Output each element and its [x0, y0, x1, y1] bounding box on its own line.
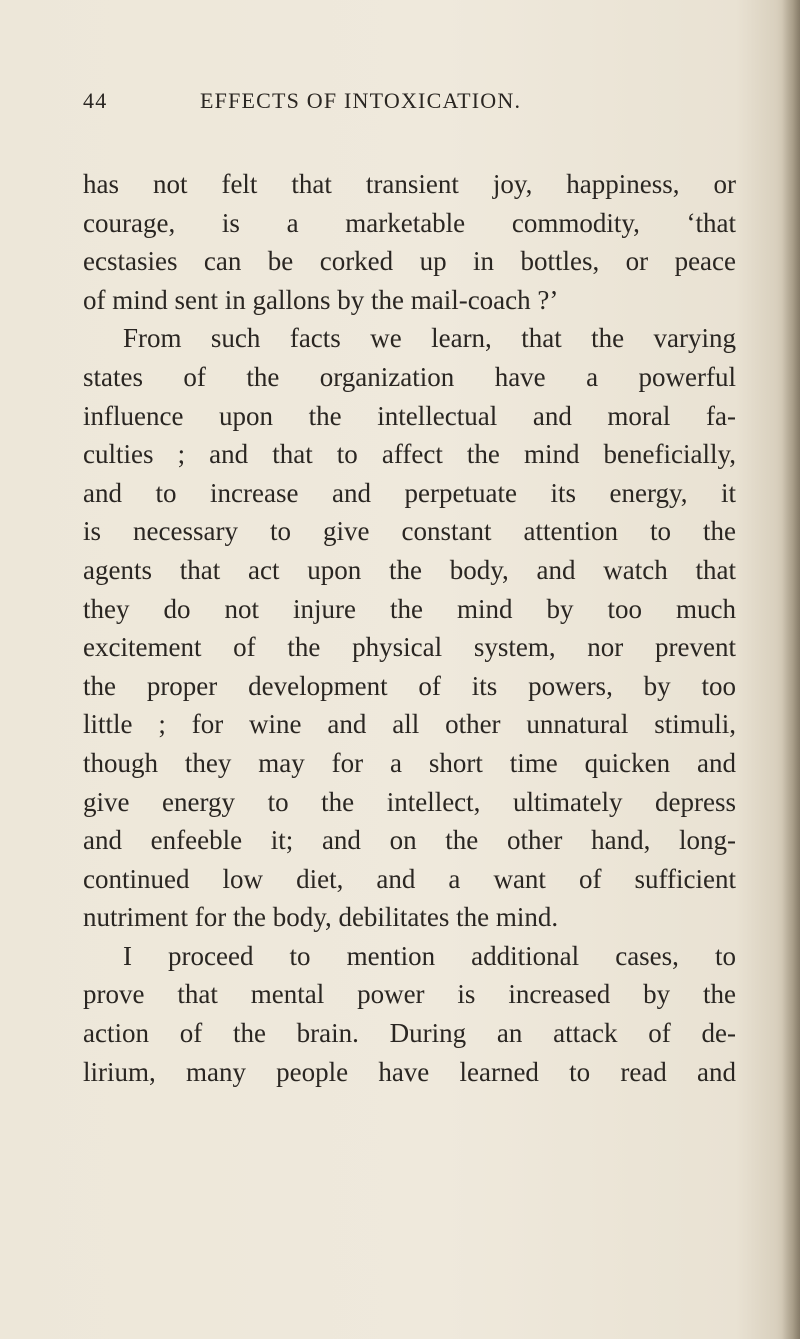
text-line: lirium, many people have learned to read and [83, 1056, 736, 1087]
paragraph [83, 937, 736, 1091]
text-line: give energy to the intellect, ultimately depress [83, 786, 736, 817]
body-text [83, 165, 736, 1091]
page-header [83, 88, 643, 118]
text-line: little ; for wine and all other unnatural stimuli, [83, 709, 736, 740]
text-line: is necessary to give constant attention to the [83, 516, 736, 547]
text-line: From such facts we learn, that the varying [123, 323, 736, 354]
text-line: and to increase and perpetuate its energy, it [83, 477, 736, 508]
text-line: agents that act upon the body, and watch that [83, 554, 736, 585]
text-line: of mind sent in gallons by the mail-coach ?’ [83, 284, 559, 315]
paragraph [83, 165, 736, 319]
text-line: influence upon the intellectual and moral fa- [83, 400, 736, 431]
text-line: the proper development of its powers, by too [83, 670, 736, 701]
text-line: has not felt that transient joy, happiness, or [83, 169, 736, 199]
text-line: action of the brain. During an attack of de- [83, 1018, 736, 1049]
paragraph [83, 319, 736, 937]
text-line: and enfeeble it; and on the other hand, long- [83, 825, 736, 856]
text-line: excitement of the physical system, nor prevent [83, 632, 736, 663]
text-line: ecstasies can be corked up in bottles, or peace [83, 246, 736, 277]
text-line: prove that mental power is increased by the [83, 979, 736, 1010]
text-line: states of the organization have a powerful [83, 361, 736, 392]
text-line: they do not injure the mind by too much [83, 593, 736, 624]
text-line: continued low diet, and a want of sufficient [83, 863, 736, 894]
text-line: though they may for a short time quicken and [83, 747, 736, 778]
running-title: EFFECTS OF INTOXICATION. [200, 88, 522, 113]
text-line: nutriment for the body, debilitates the mind. [83, 902, 559, 933]
text-line: courage, is a marketable commodity, ‘that [83, 207, 736, 238]
text-line: culties ; and that to affect the mind beneficially, [83, 439, 736, 470]
page-edge-shadow [782, 0, 800, 1339]
text-line: I proceed to mention additional cases, to [123, 940, 736, 971]
page-number: 44 [83, 88, 108, 113]
